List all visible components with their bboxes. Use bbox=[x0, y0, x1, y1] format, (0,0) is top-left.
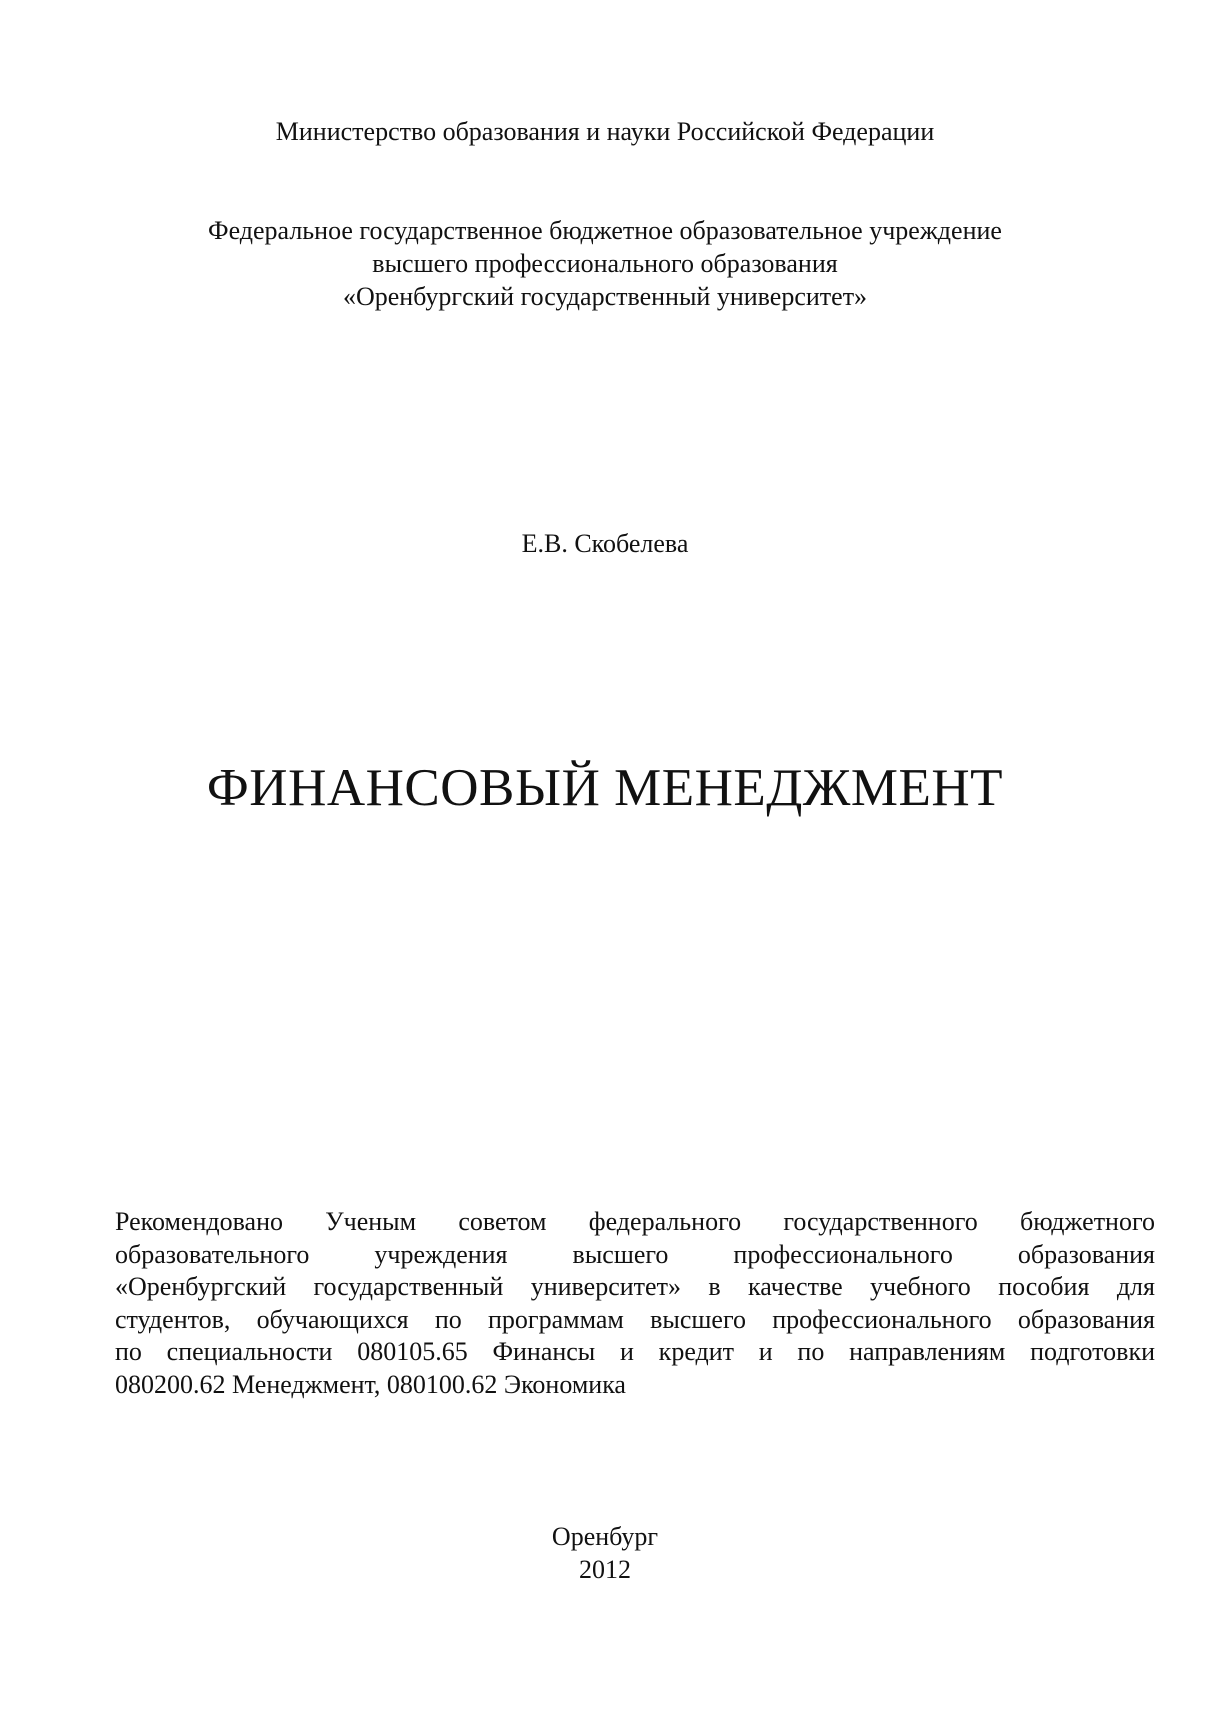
institution-line: высшего профессионального образования bbox=[372, 249, 838, 278]
recommendation-paragraph bbox=[115, 1206, 1155, 1401]
institution-line: «Оренбургский государственный университет» bbox=[342, 282, 868, 311]
recommendation-line: студентов, обучающихся по программам высшего профессионального образования bbox=[115, 1304, 1155, 1334]
publication-city: Оренбург bbox=[551, 1522, 659, 1551]
ministry-name: Министерство образования и науки Российской Федерации bbox=[275, 117, 935, 146]
recommendation-line: 080200.62 Менеджмент, 080100.62 Экономика bbox=[115, 1369, 626, 1399]
recommendation-line: «Оренбургский государственный университет» в качестве учебного пособия для bbox=[115, 1272, 1155, 1301]
document-title: ФИНАНСОВЫЙ МЕНЕДЖМЕНТ bbox=[206, 759, 1004, 817]
institution-line: Федеральное государственное бюджетное образовательное учреждение bbox=[208, 216, 1002, 245]
recommendation-line: по специальности 080105.65 Финансы и кредит и по направлениям подготовки bbox=[115, 1337, 1155, 1366]
publication-year: 2012 bbox=[579, 1555, 631, 1584]
recommendation-line: Рекомендовано Ученым советом федерального государственного бюджетного bbox=[115, 1207, 1155, 1236]
author-name: Е.В. Скобелева bbox=[521, 529, 689, 558]
institution-name bbox=[0, 214, 1210, 313]
recommendation-line: образовательного учреждения высшего профессионального образования bbox=[115, 1239, 1155, 1269]
